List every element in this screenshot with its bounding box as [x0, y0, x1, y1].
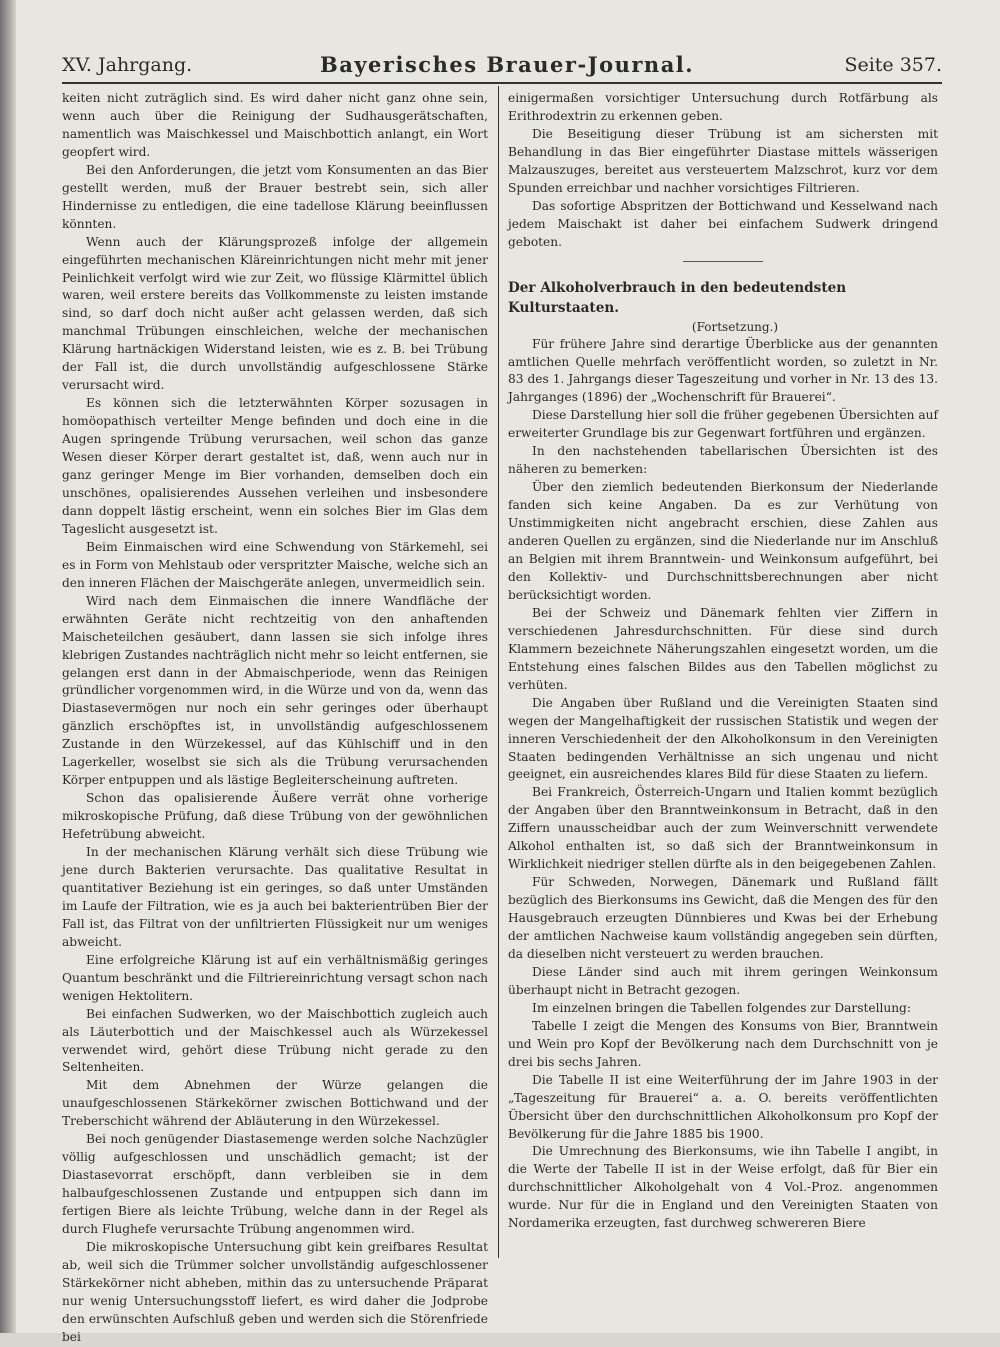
paragraph: In den nachstehenden tabellarischen Übersichten ist des näheren zu bemerken: — [508, 444, 938, 477]
page-number: Seite 357. — [844, 54, 942, 76]
column-divider — [498, 86, 499, 1258]
paragraph: keiten nicht zuträglich sind. Es wird daher nicht ganz ohne sein, wenn auch über die Reinigung der Sudhausgerätschaften, namentlich was Maischkessel und Maischbottich anlangt, ein Wort geopfert wird. — [62, 91, 488, 159]
continued-note: (Fortsetzung.) — [691, 319, 779, 334]
paragraph: Die Tabelle II ist eine Weiterführung der im Jahre 1903 in der „Tageszeitung für Brauerei“ a. a. O. bereits veröffentlichten Übersicht über den durchschnittlichen Alkoholkonsum pro Kopf der Bevölkerung für die Jahre 1885 bis 1900. — [508, 1072, 938, 1141]
left-column — [62, 90, 488, 1344]
page-binding-shadow — [0, 0, 16, 1333]
paragraph: Bei der Schweiz und Dänemark fehlten vier Ziffern in verschiedenen Jahresdurchschnitten. Für diese sind durch Klammern bezeichnete Näherungszahlen eingesetzt worden, um die Entstehung eines falschen Bildes aus den Tabellen möglichst zu verhüten. — [508, 605, 938, 692]
paragraph: Für Schweden, Norwegen, Dänemark und Rußland fällt bezüglich des Bierkonsums ins Gewicht, daß die Mengen des für den Hausgebrauch erzeugten Dünnbieres und Kwas bei der Erhebung der amtlichen Nachweise kaum vollständig angegeben sein dürften, da dieselben nicht versteuert zu werden brauchen. — [508, 875, 938, 961]
paragraph: Im einzelnen bringen die Tabellen folgendes zur Darstellung: — [532, 1000, 911, 1015]
paragraph: Über den ziemlich bedeutenden Bierkonsum der Niederlande fanden sich keine Angaben. Da es zur Verhütung von Unstimmigkeiten nicht angebracht erschien, diese Zahlen aus anderen Quellen zu ergänzen, sind die Niederlande nur im Anschluß an Belgien mit ihrem Branntwein- und Weinkonsum aufgeführt, bei den Kollektiv- und Durchschnittsberechnungen aber nicht berücksichtigt worden. — [508, 480, 938, 602]
paragraph: Die mikroskopische Untersuchung gibt kein greifbares Resultat ab, weil sich die Trümmer solcher unvollständig aufgeschlossener Stärkekörner nicht abheben, mithin das zu untersuchende Präparat nur wenig Untersuchungsstoff liefert, es wird daher die Jodprobe den erwünschten Aufschluß geben und werden sich die Störenfriede bei — [62, 1240, 488, 1344]
paragraph: Es können sich die letzterwähnten Körper sozusagen in homöopathisch verteilter Menge befinden und doch eine in die Augen springende Trübung verursachen, weil schon das ganze Wesen dieser Körper derart gestaltet ist, daß, wenn auch nur in ganz geringer Menge im Bier vorhanden, demselben doch ein unschönes, opalisierendes Aussehen verleihen und insbesondere dann doppelt lästig erscheint, wenn ein solches Bier im Glas dem Tageslicht ausgesetzt ist. — [62, 396, 488, 536]
paragraph: Bei Frankreich, Österreich-Ungarn und Italien kommt bezüglich der Angaben über den Branntweinkonsum in Betracht, daß in den Ziffern unausscheidbar auch der zum Weinverschnitt verwendete Alkohol enthalten ist, so daß sich der Branntweinkonsum in Wirklichkeit niedriger stellen dürfte als in den beigegebenen Zahlen. — [508, 785, 938, 872]
paragraph: Bei den Anforderungen, die jetzt vom Konsumenten an das Bier gestellt werden, muß der Brauer bestrebt sein, sich aller Hindernisse zu entledigen, die eine tadellose Klärung beeinflussen könnten. — [62, 162, 488, 231]
paragraph: Das sofortige Abspritzen der Bottichwand und Kesselwand nach jedem Maischakt ist daher bei einfachem Sudwerk dringend geboten. — [508, 198, 938, 249]
paragraph: Diese Darstellung hier soll die früher gegebenen Übersichten auf erweiterter Grundlage bis zur Gegenwart fortführen und ergänzen. — [508, 408, 938, 441]
section-separator — [683, 261, 763, 262]
paragraph: Eine erfolgreiche Klärung ist auf ein verhältnismäßig geringes Quantum beschränkt und die Filtriereinrichtung versagt schon nach wenigen Hektolitern. — [62, 952, 488, 1003]
paragraph: Mit dem Abnehmen der Würze gelangen die unaufgeschlossenen Stärkekörner zwischen Bottichwand und der Treberschicht während der Abläuterung in den Würzekessel. — [62, 1078, 488, 1129]
paragraph: einigermaßen vorsichtiger Untersuchung durch Rotfärbung als Erithrodextrin zu erkennen geben. — [508, 91, 938, 123]
paragraph: Die Angaben über Rußland und die Vereinigten Staaten sind wegen der Mangelhaftigkeit der russischen Statistik und wegen der inneren Verschiedenheit der den Alkoholkonsum in den Vereinigten Staaten bedingenden Verhältnisse an sich ungenau und nicht geeignet, ein ausreichendes klares Bild für diese Staaten zu liefern. — [508, 695, 938, 782]
page-header — [62, 54, 942, 80]
paragraph: Die Umrechnung des Bierkonsums, wie ihn Tabelle I angibt, in die Werte der Tabelle II ist in der Weise erfolgt, daß für Bier ein durchschnittlicher Alkoholgehalt von 4 Vol.-Proz. angenommen wurde. Nur für die in England und den Vereinigten Staaten von Nordamerika erzeugten, fast durchweg schwereren Biere — [508, 1144, 938, 1231]
paragraph: Tabelle I zeigt die Mengen des Konsums von Bier, Branntwein und Wein pro Kopf der Bevölkerung nach dem Durchschnitt von je drei bis sechs Jahren. — [508, 1018, 938, 1069]
journal-title: Bayerisches Brauer-Journal. — [320, 52, 695, 77]
paragraph: Bei einfachen Sudwerken, wo der Maischbottich zugleich auch als Läuterbottich und der Maischkessel auch als Würzekessel verwendet wird, gehört diese Trübung nicht gerade zu den Seltenheiten. — [62, 1006, 488, 1075]
paragraph: Für frühere Jahre sind derartige Überblicke aus der genannten amtlichen Quelle mehrfach veröffentlicht worden, so zuletzt in Nr. 83 des 1. Jahrgangs dieser Tageszeitung und vorher in Nr. 13 des 13. Jahrganges (1896) der „Wochenschrift für Brauerei“. — [508, 336, 938, 405]
article-title: Der Alkoholverbrauch in den bedeutendsten Kulturstaaten. — [508, 279, 847, 316]
paragraph: Bei noch genügender Diastasemenge werden solche Nachzügler völlig aufgeschlossen und unschädlich gemacht; ist der Diastasevorrat erschöpft, dann verbleiben sie in dem halbaufgeschlossenen Zustande und entpuppen sich dann im fertigen Biere als leichte Trübung, welche dann in der Regel als durch Flughefe verursachte Trübung angenommen wird. — [62, 1132, 488, 1237]
paragraph: Wird nach dem Einmaischen die innere Wandfläche der erwähnten Geräte nicht rechtzeitig von den anhaftenden Maischeteilchen gesäubert, dann lassen sie sich infolge ihres klebrigen Zustandes nachträglich nicht mehr so leicht entfernen, sie gelangen erst dann in der Abmaischperiode, wenn das Reinigen gründlicher vorgenommen wird, in die Würze und von da, wenn das Diastasevermögen nur noch ein sehr geringes oder überhaupt gänzlich erschöpftes ist, in unvollständig aufgeschlossenem Zustande in den Würzekessel, auf das Kühlschiff und in den Lagerkeller, woselbst sie sich als die Trübung verursachenden Körper entpuppen und als lästige Begleiterscheinung auftreten. — [62, 593, 488, 788]
paragraph: In der mechanischen Klärung verhält sich diese Trübung wie jene durch Bakterien verursachte. Das qualitative Resultat in quantitativer Beziehung ist ein geringes, so daß unter Umständen im Laufe der Filtration, wie es ja auch bei bakterientrüben Bier der Fall ist, das Filtrat von der unfiltrierten Flüssigkeit nur um weniges abweicht. — [62, 845, 488, 949]
paragraph: Wenn auch der Klärungsprozeß infolge der allgemein eingeführten mechanischen Kläreinrichtungen nicht mehr mit jener Peinlichkeit verfolgt wird wie zur Zeit, wo flüssige Klärmittel üblich waren, weil erstere bereits das Vollkommenste zu leisten imstande sind, so darf doch nicht außer acht gelassen werden, daß sich manchmal Trübungen einschleichen, welche der mechanischen Klärung hartnäckigen Widerstand leisten, wie es z. B. bei Trübung der Fall ist, die durch unvollständig aufgeschlossene Stärke verursacht wird. — [62, 234, 488, 393]
header-rule — [62, 82, 942, 85]
paragraph: Schon das opalisierende Äußere verrät ohne vorherige mikroskopische Prüfung, daß diese Trübung von der gewöhnlichen Hefetrübung abweicht. — [62, 791, 488, 842]
right-column — [508, 90, 938, 1250]
volume-label: XV. Jahrgang. — [62, 54, 193, 76]
paragraph: Die Beseitigung dieser Trübung ist am sichersten mit Behandlung in das Bier eingeführter Diastase mittels wässerigen Malzauszuges, bereitet aus versteuertem Malzschrot, kurz vor dem Spunden erreichbar und nachher vorsichtiges Filtrieren. — [508, 126, 938, 195]
paragraph: Diese Länder sind auch mit ihrem geringen Weinkonsum überhaupt nicht in Betracht gezogen. — [508, 964, 938, 997]
paragraph: Beim Einmaischen wird eine Schwendung von Stärkemehl, sei es in Form von Mehlstaub oder verspritzter Maische, welche sich an den inneren Flächen der Maischgeräte anlegen, unvermeidlich sein. — [62, 539, 488, 590]
